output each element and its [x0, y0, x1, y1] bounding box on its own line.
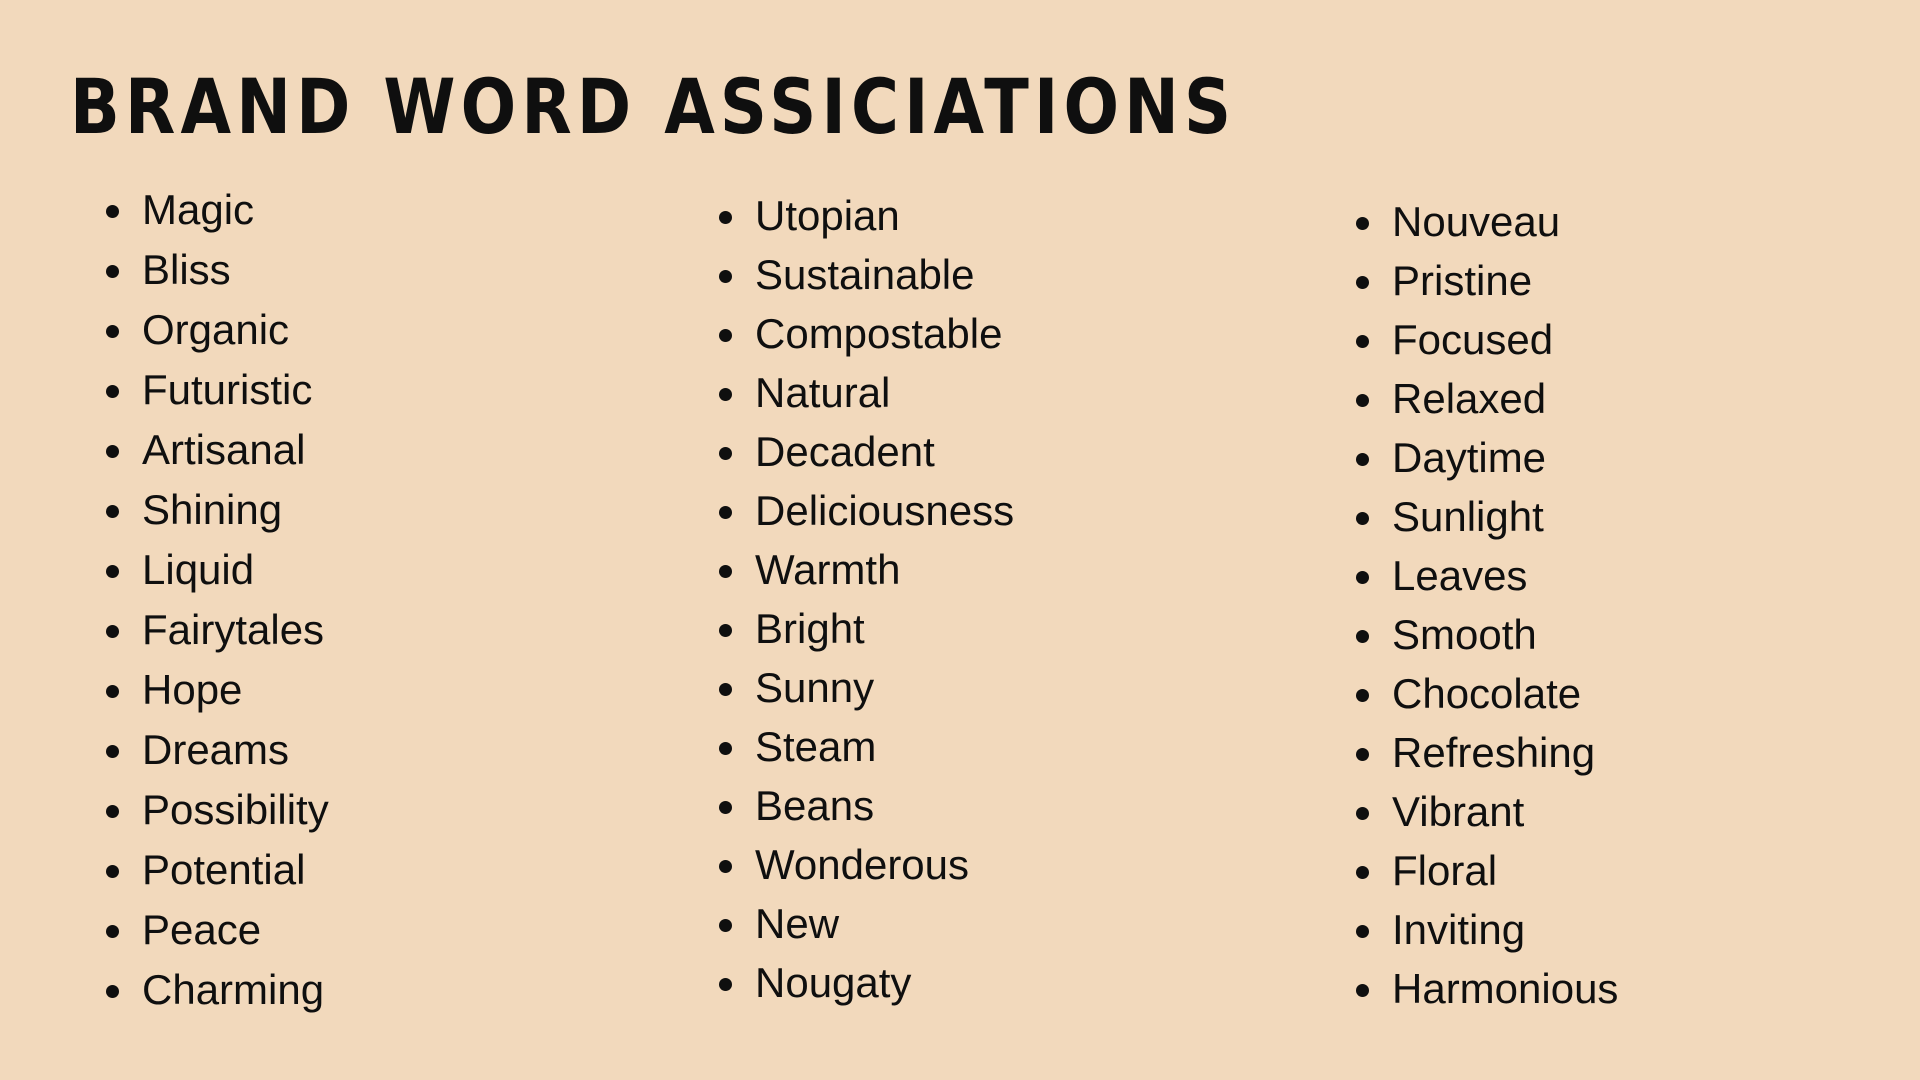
list-item: Refreshing: [1356, 723, 1618, 782]
list-item: Nouveau: [1356, 192, 1618, 251]
list-item: Chocolate: [1356, 664, 1618, 723]
list-item: Fairytales: [106, 600, 329, 660]
list-item: Bright: [719, 599, 1014, 658]
word-list-column-3: [1356, 192, 1618, 1018]
list-item: Pristine: [1356, 251, 1618, 310]
list-item: Futuristic: [106, 360, 329, 420]
list-item: Possibility: [106, 780, 329, 840]
list-item: Decadent: [719, 422, 1014, 481]
list-item: Magic: [106, 180, 329, 240]
list-item: Sustainable: [719, 245, 1014, 304]
list-item: Wonderous: [719, 835, 1014, 894]
list-item: Shining: [106, 480, 329, 540]
word-list-column-1: [106, 180, 329, 1020]
list-item: Deliciousness: [719, 481, 1014, 540]
list-item: Utopian: [719, 186, 1014, 245]
list-item: Hope: [106, 660, 329, 720]
list-item: Smooth: [1356, 605, 1618, 664]
word-list-column-2: [719, 186, 1014, 1012]
list-item: Vibrant: [1356, 782, 1618, 841]
list-item: Compostable: [719, 304, 1014, 363]
list-item: Dreams: [106, 720, 329, 780]
list-item: Artisanal: [106, 420, 329, 480]
list-item: Steam: [719, 717, 1014, 776]
list-item: Peace: [106, 900, 329, 960]
list-item: Sunny: [719, 658, 1014, 717]
list-item: Organic: [106, 300, 329, 360]
list-item: New: [719, 894, 1014, 953]
list-item: Leaves: [1356, 546, 1618, 605]
list-item: Sunlight: [1356, 487, 1618, 546]
list-item: Beans: [719, 776, 1014, 835]
list-item: Natural: [719, 363, 1014, 422]
list-item: Charming: [106, 960, 329, 1020]
list-item: Inviting: [1356, 900, 1618, 959]
list-item: Bliss: [106, 240, 329, 300]
list-item: Liquid: [106, 540, 329, 600]
list-item: Warmth: [719, 540, 1014, 599]
list-item: Daytime: [1356, 428, 1618, 487]
list-item: Floral: [1356, 841, 1618, 900]
list-item: Focused: [1356, 310, 1618, 369]
list-item: Potential: [106, 840, 329, 900]
list-item: Relaxed: [1356, 369, 1618, 428]
list-item: Harmonious: [1356, 959, 1618, 1018]
slide-title: BRAND WORD ASSICIATIONS: [70, 62, 1237, 151]
list-item: Nougaty: [719, 953, 1014, 1012]
